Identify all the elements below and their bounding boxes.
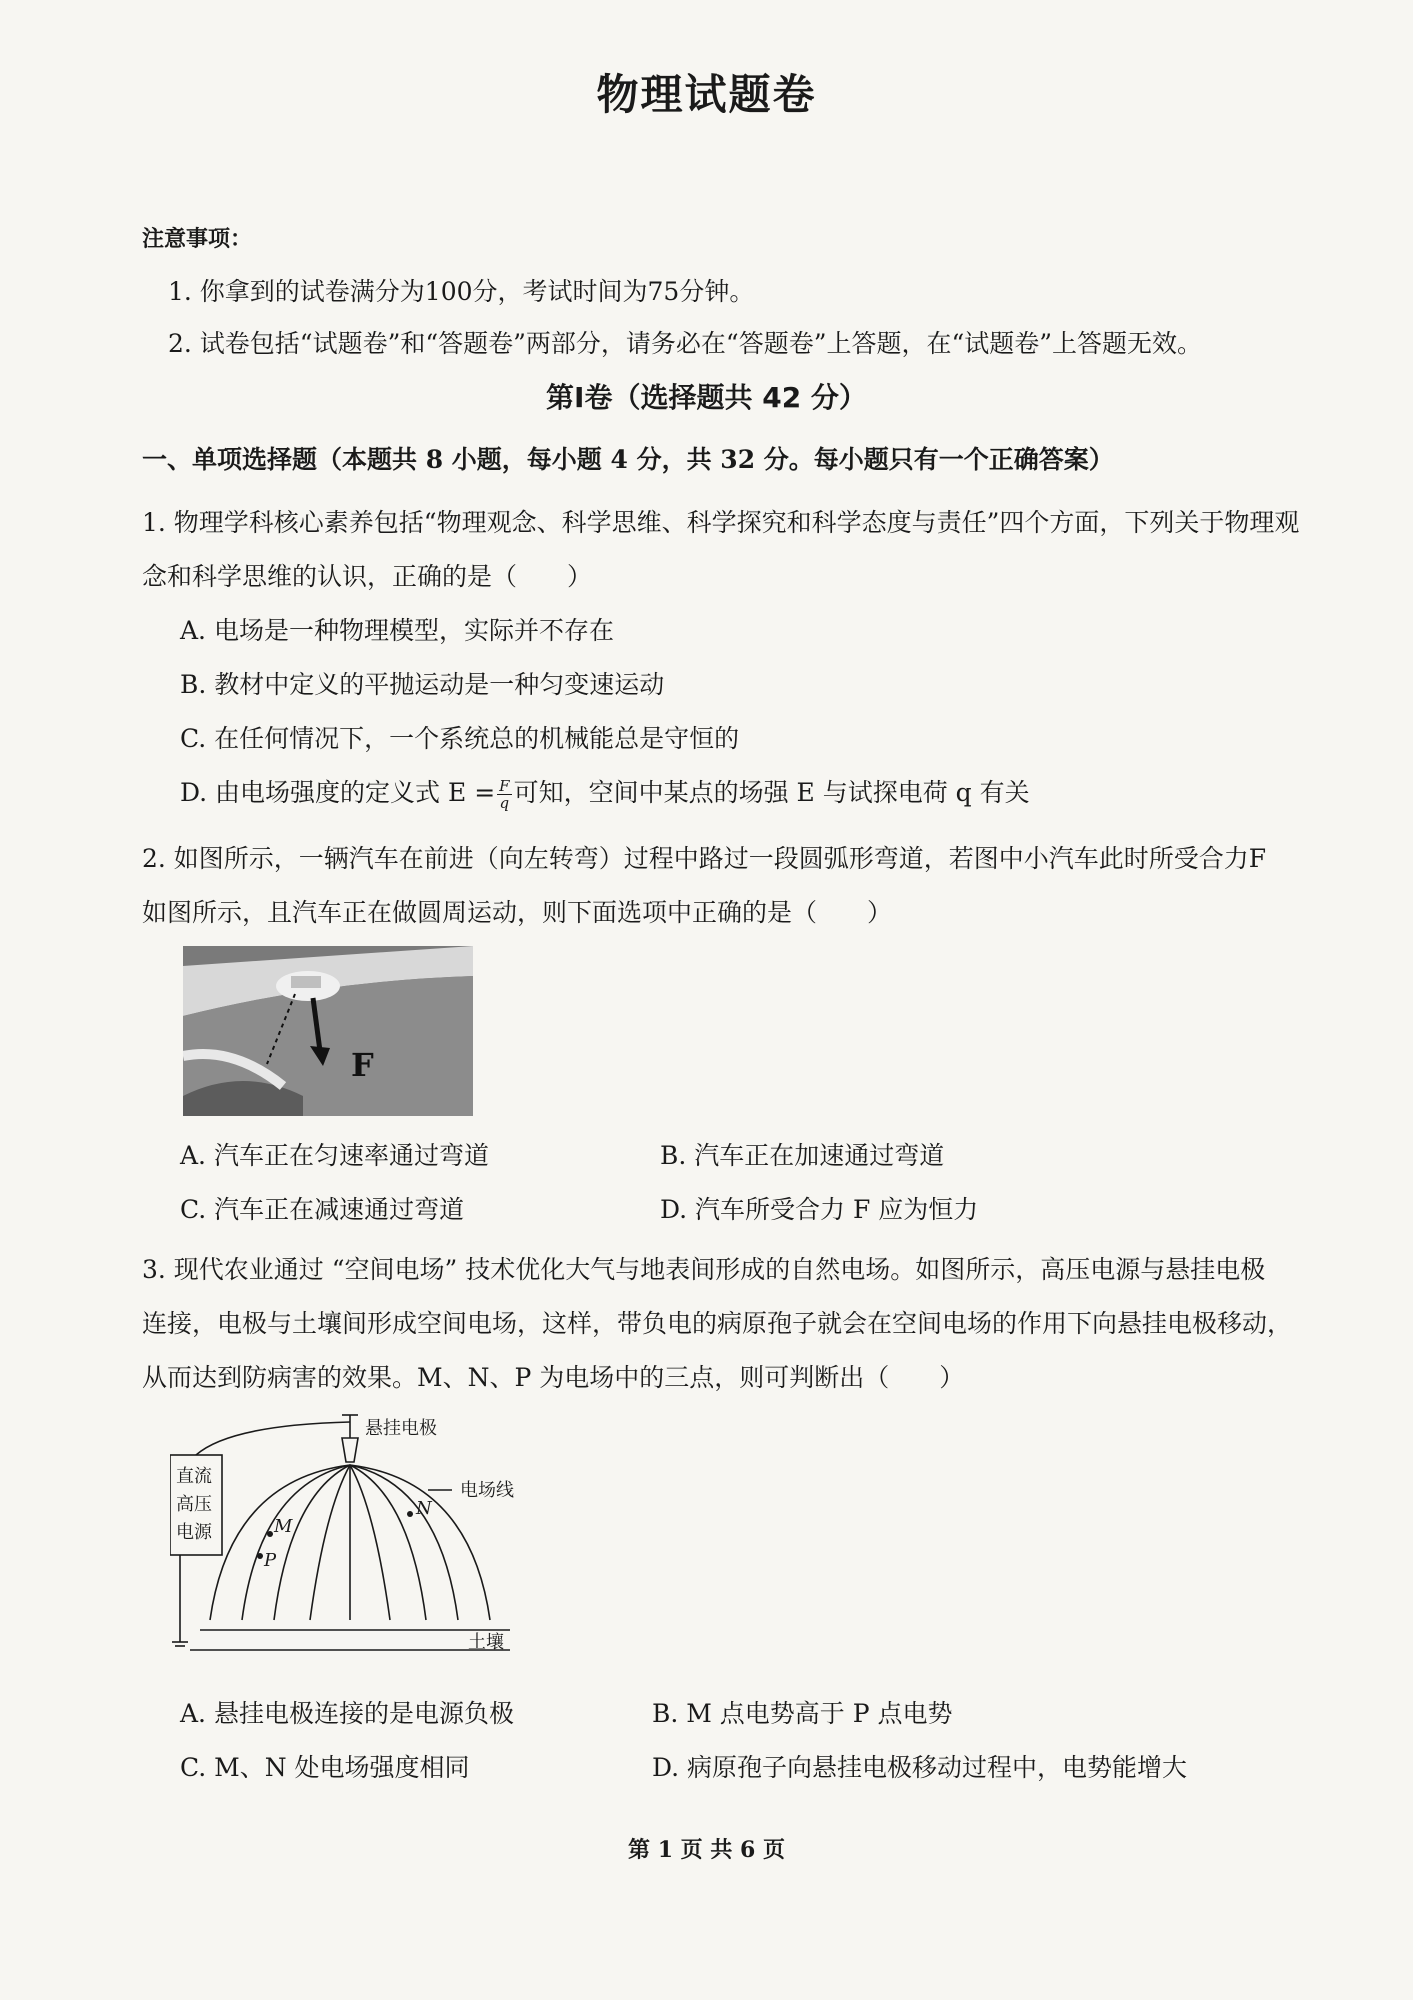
page-title: 物理试题卷 [596,70,817,119]
subsection-title: 一、单项选择题（本题共 8 小题，每小题 4 分，共 32 分。每小题只有一个正确答案） [142,445,1114,474]
point-p-label: P [264,1550,277,1571]
q3-option-b: B. M 点电势高于 P 点电势 [652,1699,953,1728]
q2-option-c: C. 汽车正在减速通过弯道 [180,1195,465,1224]
q1-stem-line1: 1. 物理学科核心素养包括“物理观念、科学思维、科学探究和科学态度与责任”四个方面，下列关于物理观 [142,508,1300,537]
q2-stem-line2: 如图所示，且汽车正在做圆周运动，则下面选项中正确的是（ ） [142,898,893,927]
q3-stem-line3: 从而达到防病害的效果。M、N、P 为电场中的三点，则可判断出（ ） [142,1363,965,1392]
page-footer: 第 1 页 共 6 页 [628,1837,785,1863]
car-icon [276,971,340,1001]
q1-stem-line2: 念和科学思维的认识，正确的是（ ） [142,562,593,591]
q2-stem-line1: 2. 如图所示，一辆汽车在前进（向左转弯）过程中路过一段圆弧形弯道，若图中小汽车此时所受合力F [142,844,1267,873]
point-m-label: M [274,1516,293,1537]
q3-option-a: A. 悬挂电极连接的是电源负极 [180,1699,514,1728]
q1-option-b: B. 教材中定义的平抛运动是一种匀变速运动 [180,670,665,699]
soil-label: 土壤 [468,1632,504,1653]
q1-option-d-prefix: D. 由电场强度的定义式 E = [180,778,496,807]
fraction-denominator: q [499,794,510,812]
source-label-3: 电源 [176,1522,212,1543]
point-n-label: N [416,1498,432,1519]
electric-field-diagram [170,1410,550,1670]
q2-option-b: B. 汽车正在加速通过弯道 [660,1141,945,1170]
electrode-label: 悬挂电极 [365,1418,437,1439]
q1-option-c: C. 在任何情况下，一个系统总的机械能总是守恒的 [180,724,740,753]
q3-stem-line1: 3. 现代农业通过 “空间电场” 技术优化大气与地表间形成的自然电场。如图所示，高压电源与悬挂电极 [142,1255,1266,1284]
q1-option-d-suffix: 可知，空间中某点的场强 E 与试探电荷 q 有关 [513,778,1030,807]
q1-option-d [180,773,1030,811]
car-curve-photo [183,946,473,1116]
q3-option-c: C. M、N 处电场强度相同 [180,1753,470,1782]
q1-option-a: A. 电场是一种物理模型，实际并不存在 [180,616,614,645]
notice-item-2: 2. 试卷包括“试题卷”和“答题卷”两部分，请务必在“答题卷”上答题，在“试题卷”上答题无效。 [168,329,1203,358]
q2-option-d: D. 汽车所受合力 F 应为恒力 [660,1195,979,1224]
section-title: 第I卷（选择题共 42 分） [546,381,867,414]
source-label-1: 直流 [176,1466,212,1487]
notice-item-1: 1. 你拿到的试卷满分为100分，考试时间为75分钟。 [168,277,755,306]
source-label-2: 高压 [176,1494,212,1515]
notice-heading: 注意事项： [142,226,253,252]
force-label: F [351,1046,374,1084]
q3-stem-line2: 连接，电极与土壤间形成空间电场，这样，带负电的病原孢子就会在空间电场的作用下向悬挂电极移动， [142,1309,1293,1338]
q3-option-d: D. 病原孢子向悬挂电极移动过程中，电势能增大 [652,1753,1188,1782]
field-line-label: 电场线 [460,1480,514,1501]
fraction-numerator: F [499,777,510,795]
fraction [497,778,511,811]
q2-option-a: A. 汽车正在匀速率通过弯道 [180,1141,489,1170]
